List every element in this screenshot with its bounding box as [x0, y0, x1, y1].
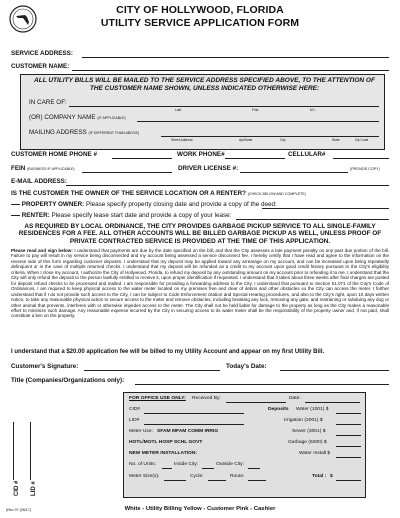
fein-field[interactable]	[82, 172, 172, 173]
new-meter-installation-label: NEW METER INSTALLATION:	[129, 451, 198, 456]
service-address-field[interactable]	[82, 57, 389, 58]
total-label: Total :	[312, 474, 327, 479]
irrigation-deposit-field[interactable]	[336, 424, 361, 425]
renter-label: RENTER:	[21, 212, 50, 219]
received-by-label: Received By:	[192, 396, 221, 401]
company-name-label: (OR) COMPANY NAME	[29, 114, 96, 121]
total-field[interactable]	[336, 480, 361, 481]
terms-paragraph	[11, 248, 389, 319]
deposits-label: Deposits	[268, 407, 289, 412]
water-deposit-field[interactable]	[336, 413, 361, 414]
cell-phone-label: CELLULAR#	[288, 151, 326, 158]
last-name-caption: Last	[175, 108, 182, 112]
mailing-address-field[interactable]	[161, 136, 379, 137]
water-install-field[interactable]	[336, 457, 361, 458]
irrigation-deposit-label: Irrigation (2001) $	[284, 418, 323, 423]
num-units-field[interactable]	[162, 468, 172, 469]
terms-lead: Please read and sign below:	[11, 248, 73, 253]
email-label: E-MAIL ADDRESS:	[11, 178, 67, 185]
copy-distribution-footer: White - Utility Billing Yellow - Customer Pink - Cashier	[124, 506, 276, 512]
email-field[interactable]	[66, 185, 389, 186]
closing-date-field[interactable]	[262, 208, 389, 209]
property-owner-label: PROPERTY OWNER:	[21, 201, 85, 208]
meter-size-label: Meter Size(s):	[129, 474, 160, 479]
lease-date-field[interactable]	[236, 219, 389, 220]
mailing-address-label: MAILING ADDRESS	[29, 129, 87, 136]
billing-address-box	[20, 74, 385, 150]
work-phone-label: WORK PHONE#	[177, 151, 225, 158]
office-lid-field[interactable]	[144, 424, 244, 425]
renter-checkbox[interactable]	[11, 215, 20, 216]
state-caption: State	[332, 138, 340, 142]
side-lid-field[interactable]	[30, 422, 31, 480]
office-cid-label: CID#	[129, 407, 141, 412]
cycle-field[interactable]	[208, 480, 226, 481]
middle-initial-caption: M.I.	[310, 108, 316, 112]
water-install-label: Water Install $	[299, 451, 331, 456]
property-owner-text: Please specify property closing date and provide a copy of the deed:	[86, 201, 277, 208]
billing-notice: ALL UTILITY BILLS WILL BE MAILED TO THE SERVICE ADDRESS SPECIFIED ABOVE, TO THE ATTENTION OF THE CUSTOMER NAME SHOWN, UNLESS INDICATED OTHERWISE HERE:	[34, 77, 375, 93]
signature-label: Customer's Signature:	[11, 363, 79, 370]
office-use-box	[123, 392, 366, 498]
in-care-of-label: IN CARE OF:	[29, 99, 67, 106]
inside-city-label: Inside City:	[174, 462, 199, 467]
title-label: Title (Companies/Organizations only):	[11, 377, 125, 384]
fein-label: FEIN	[11, 165, 26, 172]
fein-note: (BUSINESS IF APPLICABLE)	[27, 167, 75, 171]
cycle-label: Cycle:	[190, 474, 204, 479]
home-phone-field[interactable]	[112, 158, 172, 159]
side-cid-field[interactable]	[13, 422, 14, 480]
total-dollar-sign: $	[330, 474, 333, 479]
meter-use-codes-2: HOTL/MOTL HOSP SCHL GOVT	[129, 440, 203, 445]
form-title: UTILITY SERVICE APPLICATION FORM	[100, 17, 300, 29]
signature-field[interactable]	[84, 370, 220, 371]
garbage-deposit-label: Garbage (5000) $	[288, 440, 327, 445]
cell-phone-field[interactable]	[333, 158, 389, 159]
inside-city-field[interactable]	[202, 468, 214, 469]
garbage-deposit-field[interactable]	[336, 446, 361, 447]
route-label: Route:	[230, 474, 245, 479]
street-address-caption: Street Address	[171, 138, 193, 142]
if-different-note: (IF DIFFERENT THAN ABOVE)	[88, 131, 140, 135]
office-cid-field[interactable]	[144, 413, 244, 414]
application-fee-statement: I understand that a $20.00 application fee will be billed to my Utility Account and appear on my first Utility Bill.	[11, 349, 325, 355]
garbage-ordinance-notice: AS REQUIRED BY LOCAL ORDINANCE, THE CITY PROVIDES GARBAGE PICKUP SERVICE TO ALL SINGLE-FAMILY RESIDENCES FOR A FEE. ALL OTHER ACCOUNTS WILL BE BILLED GARBAGE PICKUP AS WELL, UNLESS PROOF OF PRIVATE CONTRACTED SERVICE IS PROVIDED AT THE TIME OF THIS APPLICATION.	[18, 223, 382, 245]
if-applicable-note: (IF APPLICABLE)	[97, 116, 126, 120]
terms-body: I understand that payments are due by the date specified on the bill, and that the City assesses a late payment penalty on any past due portion of the bill. Failure to pay will result in my service being disconnected and my account being assessed a service disconnect fee. I hereby certify that I have read and agree to the information on the reverse side of this form regarding customer deposits. I understand that my deposit may be applied toward any arrearage on my account, and can be increased upon being repeatedly delinquent or in the case of multiple returned checks. I understand that my deposit will be refunded as a credit to my account upon good credit history pursuant to the City's eligibility criteria. When I close my account, I authorize the City of Hollywood, Florida, to refund my deposit by any outstanding amount on my account prior to refunding it to me. I understand that the City will only refund the deposit to the person lawfully entitled to receive it, upon proper identification if requested. I understand that it takes about three weeks after final charges are posted for deposit refund checks to be processed and mailed. I am responsible for providing a forwarding address to the City. I understand that pursuant to Section 51.071 of the City's Code of Ordinances, I am required to keep physical access to the water meter located on my premises free and clear of debris and other obstacles so the City can access the meter. I further understand that if I do not provide such access to the City, I can be subject to Code Enforcement citation and Special Hearing procedures, and also to the City's right, upon 10 days written notice, to take any reasonable physical action to secure access to the meter and remove obstacles, including breaking any lock, removing any gate, and restraining or subduing any dog or other animal that prevents, interferes with or otherwise impedes access to the meter. The City shall not be held liable for damage to the property as long as the City makes a reasonable effort to minimize such damage. Any reasonable expense incurred by the City in securing access to its water meter shall be the responsibility of the property owner and, if not paid, shall constitute a lien on the property.	[11, 248, 389, 319]
revision-label: (Rev 07 (05/17)	[6, 508, 31, 512]
meter-size-field[interactable]	[164, 480, 186, 481]
property-owner-checkbox[interactable]	[11, 204, 20, 205]
provide-copy-note: (PROVIDE COPY)	[350, 167, 380, 171]
outside-city-label: Outside City:	[216, 462, 244, 467]
sewer-deposit-label: Sewer (3001) $	[292, 429, 326, 434]
office-lid-label: LID#	[129, 418, 140, 423]
service-address-label: SERVICE ADDRESS:	[11, 50, 73, 57]
sewer-deposit-field[interactable]	[336, 435, 361, 436]
first-name-caption: First	[252, 108, 259, 112]
water-deposit-label: Water (1001) $	[296, 407, 329, 412]
customer-name-label: CUSTOMER NAME:	[11, 63, 70, 70]
received-by-field[interactable]	[226, 402, 286, 403]
city-caption: City	[280, 138, 286, 142]
side-cid-label: CID #	[14, 480, 20, 496]
side-lid-label: LID #	[31, 481, 37, 496]
office-date-label: Date:	[289, 396, 301, 401]
meter-use-label: Meter Use:	[129, 429, 153, 434]
apt-suite-caption: Apt/Suite	[239, 138, 253, 142]
owner-question-note: (CHECK BELOW AND COMPLETE)	[247, 192, 306, 196]
driver-license-field[interactable]	[240, 172, 348, 173]
num-units-label: No. of Units:	[129, 462, 156, 467]
owner-question: IS THE CUSTOMER THE OWNER OF THE SERVICE LOCATION OR A RENTER?	[11, 190, 246, 197]
meter-use-codes: SFAM MFAM COMM IRRIG	[157, 429, 219, 434]
zip-code-caption: Zip Code	[355, 138, 369, 142]
title-field[interactable]	[135, 384, 389, 385]
company-name-field[interactable]	[137, 121, 379, 122]
work-phone-field[interactable]	[225, 158, 285, 159]
form-title-city: CITY OF HOLLYWOOD, FLORIDA	[116, 4, 284, 16]
route-field[interactable]	[248, 480, 266, 481]
customer-name-field[interactable]	[72, 70, 389, 71]
todays-date-label: Today's Date:	[226, 363, 267, 370]
in-care-of-field[interactable]	[69, 106, 379, 107]
office-date-field[interactable]	[305, 402, 360, 403]
renter-text: Please specify lease start date and provide a copy of your lease:	[51, 212, 232, 219]
driver-license-label: DRIVER LICENSE #:	[178, 165, 239, 172]
home-phone-label: CUSTOMER HOME PHONE #	[11, 151, 97, 158]
todays-date-field[interactable]	[280, 370, 389, 371]
office-use-title: FOR OFFICE USE ONLY:	[129, 396, 186, 401]
outside-city-field[interactable]	[248, 468, 260, 469]
